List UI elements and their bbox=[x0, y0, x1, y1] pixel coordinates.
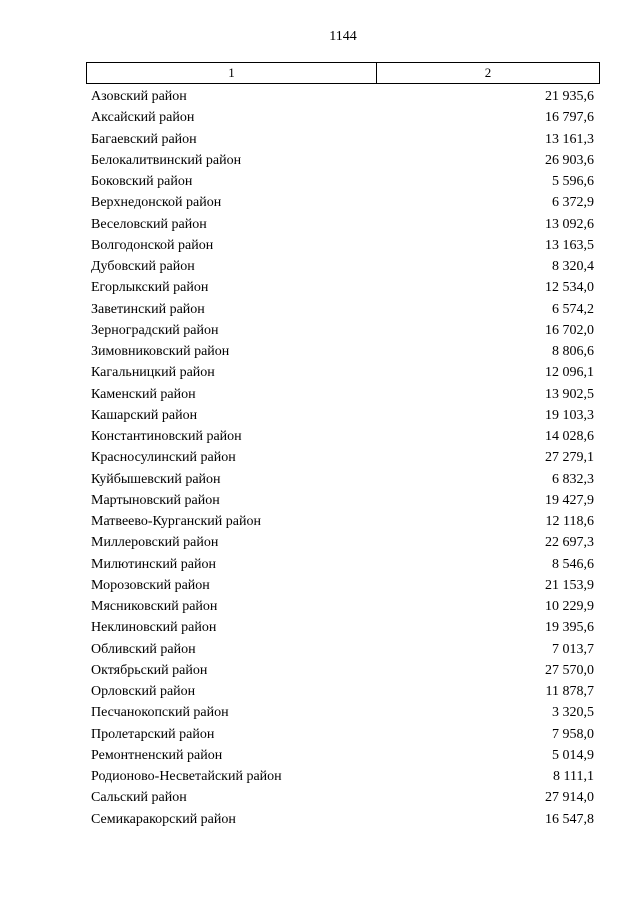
district-name: Константиновский район bbox=[91, 429, 242, 445]
district-name: Зимовниковский район bbox=[91, 344, 230, 360]
district-name: Мясниковский район bbox=[91, 599, 218, 615]
header-column-1: 1 bbox=[87, 63, 377, 83]
district-value: 13 092,6 bbox=[545, 216, 594, 232]
district-name: Неклиновский район bbox=[91, 620, 217, 636]
table-row bbox=[91, 469, 594, 490]
table-row bbox=[91, 766, 594, 787]
table-row bbox=[91, 639, 594, 660]
district-value: 13 161,3 bbox=[545, 131, 594, 147]
district-name: Дубовский район bbox=[91, 259, 195, 275]
district-value: 13 163,5 bbox=[545, 237, 594, 253]
table-row bbox=[91, 235, 594, 256]
table-row bbox=[91, 681, 594, 702]
district-name: Боковский район bbox=[91, 174, 193, 190]
district-name: Волгодонской район bbox=[91, 237, 214, 253]
table-row bbox=[91, 447, 594, 468]
district-value: 12 534,0 bbox=[545, 280, 594, 296]
table-row bbox=[91, 426, 594, 447]
table-row bbox=[91, 809, 594, 830]
district-name: Заветинский район bbox=[91, 301, 205, 317]
table-row bbox=[91, 511, 594, 532]
district-name: Кашарский район bbox=[91, 407, 198, 423]
table-row bbox=[91, 554, 594, 575]
table-row bbox=[91, 575, 594, 596]
table-row bbox=[91, 532, 594, 553]
table-row bbox=[91, 596, 594, 617]
district-value: 6 372,9 bbox=[552, 195, 594, 211]
district-name: Каменский район bbox=[91, 386, 196, 402]
district-value: 13 902,5 bbox=[545, 386, 594, 402]
district-value: 19 427,9 bbox=[545, 492, 594, 508]
district-value: 8 111,1 bbox=[553, 769, 594, 785]
table-row bbox=[91, 192, 594, 213]
district-name: Красносулинский район bbox=[91, 450, 236, 466]
table-row bbox=[91, 214, 594, 235]
district-value: 8 806,6 bbox=[552, 344, 594, 360]
district-value: 12 118,6 bbox=[545, 514, 594, 530]
table-row bbox=[91, 405, 594, 426]
table-row bbox=[91, 617, 594, 638]
district-value: 26 903,6 bbox=[545, 152, 594, 168]
district-value: 6 574,2 bbox=[552, 301, 594, 317]
district-list bbox=[91, 86, 594, 830]
district-value: 3 320,5 bbox=[552, 705, 594, 721]
district-value: 16 702,0 bbox=[545, 322, 594, 338]
district-name: Егорлыкский район bbox=[91, 280, 209, 296]
district-value: 21 153,9 bbox=[545, 577, 594, 593]
district-name: Куйбышевский район bbox=[91, 471, 221, 487]
district-value: 27 914,0 bbox=[545, 790, 594, 806]
table-header bbox=[86, 62, 600, 84]
district-name: Семикаракорский район bbox=[91, 811, 236, 827]
district-name: Багаевский район bbox=[91, 131, 197, 147]
table-row bbox=[91, 277, 594, 298]
district-name: Морозовский район bbox=[91, 577, 210, 593]
district-value: 5 014,9 bbox=[552, 747, 594, 763]
district-name: Песчанокопский район bbox=[91, 705, 229, 721]
district-name: Родионово-Несветайский район bbox=[91, 769, 282, 785]
district-value: 14 028,6 bbox=[545, 429, 594, 445]
table-row bbox=[91, 660, 594, 681]
district-name: Мартыновский район bbox=[91, 492, 220, 508]
district-value: 11 878,7 bbox=[545, 684, 594, 700]
district-name: Орловский район bbox=[91, 684, 196, 700]
district-value: 27 279,1 bbox=[545, 450, 594, 466]
table-row bbox=[91, 787, 594, 808]
district-name: Пролетарский район bbox=[91, 726, 215, 742]
district-value: 6 832,3 bbox=[552, 471, 594, 487]
page-number: 1144 bbox=[329, 29, 357, 44]
table-row bbox=[91, 107, 594, 128]
district-value: 7 013,7 bbox=[552, 641, 594, 657]
district-value: 7 958,0 bbox=[552, 726, 594, 742]
district-value: 16 547,8 bbox=[545, 811, 594, 827]
district-name: Матвеево-Курганский район bbox=[91, 514, 261, 530]
district-name: Азовский район bbox=[91, 89, 187, 105]
district-value: 27 570,0 bbox=[545, 662, 594, 678]
table-row bbox=[91, 171, 594, 192]
table-row bbox=[91, 384, 594, 405]
district-name: Миллеровский район bbox=[91, 535, 219, 551]
district-value: 12 096,1 bbox=[545, 365, 594, 381]
district-name: Октябрьский район bbox=[91, 662, 208, 678]
district-name: Обливский район bbox=[91, 641, 196, 657]
header-column-2: 2 bbox=[484, 65, 492, 80]
district-name: Аксайский район bbox=[91, 110, 195, 126]
district-name: Белокалитвинский район bbox=[91, 152, 242, 168]
table-row bbox=[91, 299, 594, 320]
table-row bbox=[91, 341, 594, 362]
district-value: 19 103,3 bbox=[545, 407, 594, 423]
district-value: 22 697,3 bbox=[545, 535, 594, 551]
district-value: 8 546,6 bbox=[552, 556, 594, 572]
table-row bbox=[91, 724, 594, 745]
district-name: Ремонтненский район bbox=[91, 747, 223, 763]
table-row bbox=[91, 129, 594, 150]
table-row bbox=[91, 320, 594, 341]
table-row bbox=[91, 86, 594, 107]
table-row bbox=[91, 256, 594, 277]
district-name: Кагальницкий район bbox=[91, 365, 215, 381]
district-name: Верхнедонской район bbox=[91, 195, 222, 211]
district-name: Милютинский район bbox=[91, 556, 217, 572]
table-row bbox=[91, 745, 594, 766]
table-row bbox=[91, 490, 594, 511]
district-value: 16 797,6 bbox=[545, 110, 594, 126]
table-row bbox=[91, 150, 594, 171]
district-value: 5 596,6 bbox=[552, 174, 594, 190]
district-name: Сальский район bbox=[91, 790, 187, 806]
district-name: Веселовский район bbox=[91, 216, 207, 232]
district-value: 8 320,4 bbox=[552, 259, 594, 275]
table-row bbox=[91, 702, 594, 723]
district-value: 21 935,6 bbox=[545, 89, 594, 105]
table-row bbox=[91, 362, 594, 383]
district-name: Зерноградский район bbox=[91, 322, 219, 338]
district-value: 19 395,6 bbox=[545, 620, 594, 636]
district-value: 10 229,9 bbox=[545, 599, 594, 615]
